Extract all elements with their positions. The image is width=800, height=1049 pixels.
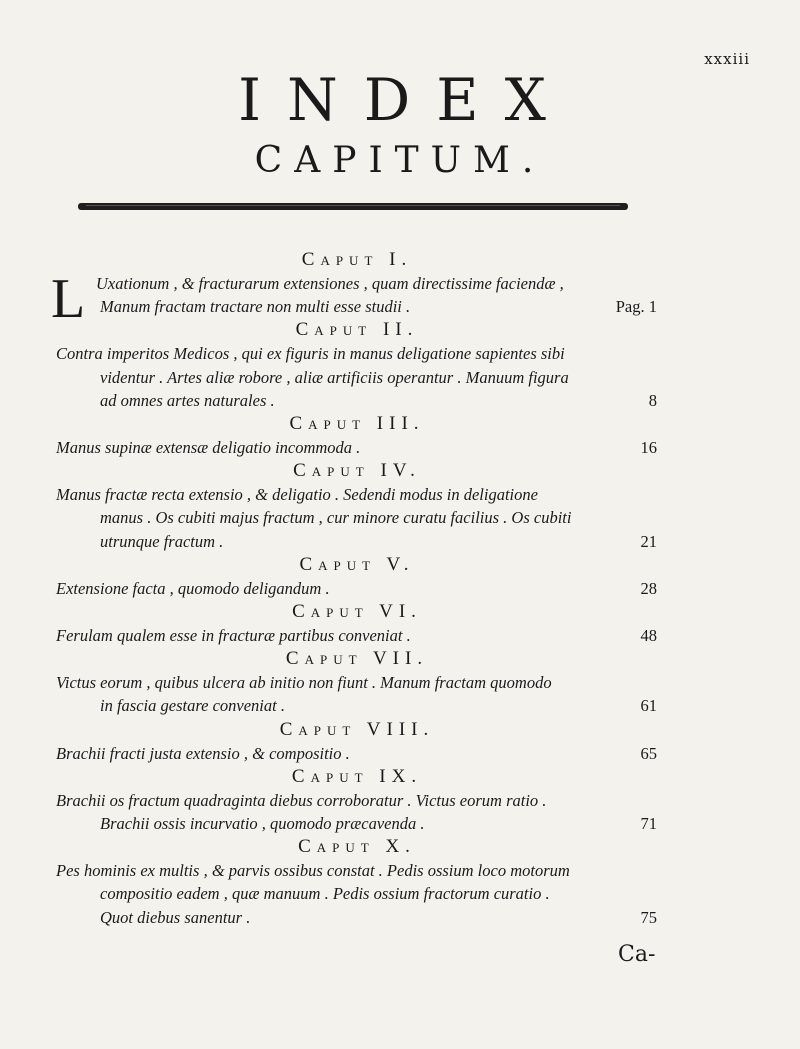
summary-text: Victus eorum , quibus ulcera ab initio non fiunt . Manum fractam quomodo <box>56 673 552 693</box>
summary-text: Manum fractam tractare non multi esse studii . <box>100 297 411 317</box>
chapter-summary <box>57 742 657 765</box>
summary-text: Contra imperitos Medicos , qui ex figuris in manus deligatione sapientes sibi <box>56 344 565 364</box>
chapter-heading: Caput IV. <box>293 460 421 482</box>
page-reference: 71 <box>640 814 657 834</box>
page-reference: 61 <box>640 696 657 716</box>
chapter-heading: Caput II. <box>295 319 419 341</box>
drop-cap: L <box>51 268 86 330</box>
summary-line <box>57 906 657 929</box>
summary-line <box>57 577 657 600</box>
chapter-summary <box>57 624 657 647</box>
summary-line <box>57 342 657 365</box>
summary-text: Quot diebus sanentur . <box>100 907 251 927</box>
page-reference: 48 <box>640 626 657 646</box>
summary-line <box>57 859 657 882</box>
page-title: INDEX <box>238 66 572 134</box>
catchword: Ca- <box>618 942 656 967</box>
summary-line <box>57 483 657 506</box>
summary-line <box>57 366 657 389</box>
summary-line <box>57 671 657 694</box>
summary-text: ad omnes artes naturales . <box>100 390 275 410</box>
summary-text: Ferulam qualem esse in fracturæ partibus conveniat . <box>56 626 411 646</box>
chapter-heading: Caput VIII. <box>279 718 435 740</box>
summary-line <box>57 436 657 459</box>
page-reference: 21 <box>640 531 657 551</box>
page-reference: 75 <box>640 907 657 927</box>
summary-line <box>57 389 657 412</box>
chapter-heading: Caput IX. <box>291 765 423 787</box>
summary-text: Manus fractæ recta extensio , & deligatio . Sedendi modus in deligatione <box>56 485 538 505</box>
summary-line <box>57 506 657 529</box>
summary-line <box>57 742 657 765</box>
chapter-index <box>51 248 657 929</box>
summary-text: Uxationum , & fracturarum extensiones , quam directissime faciendæ , <box>96 274 564 293</box>
chapter-summary <box>57 859 657 929</box>
chapter-heading: Caput V. <box>299 553 415 575</box>
page-reference: 8 <box>648 390 657 410</box>
chapter-heading: Caput I. <box>301 249 413 270</box>
summary-line <box>57 789 657 812</box>
summary-line <box>57 624 657 647</box>
page-subtitle: CAPITUM. <box>254 140 546 181</box>
summary-line <box>57 882 657 905</box>
summary-text: Extensione facta , quomodo deligandum . <box>56 578 330 598</box>
summary-line <box>57 694 657 717</box>
chapter-heading: Caput VI. <box>292 601 422 623</box>
page-reference: 16 <box>640 438 657 458</box>
chapter-summary <box>57 671 657 717</box>
chapter-summary <box>57 342 657 412</box>
summary-text: in fascia gestare conveniat . <box>100 696 285 716</box>
page-reference: 28 <box>640 578 657 598</box>
page-number: xxxiii <box>704 50 750 68</box>
summary-text: Brachii fracti justa extensio , & compositio . <box>56 743 350 763</box>
summary-text: Manus supinæ extensæ deligatio incommoda . <box>56 438 361 458</box>
summary-text: compositio eadem , quæ manuum . Pedis ossium fractorum curatio . <box>100 884 550 904</box>
page-reference: Pag. 1 <box>615 297 657 317</box>
summary-text: manus . Os cubiti majus fractum , cur minore curatu facilius . Os cubiti <box>100 508 572 528</box>
page-reference: 65 <box>640 743 657 763</box>
summary-line <box>97 295 657 318</box>
summary-line <box>57 530 657 553</box>
chapter-summary <box>57 577 657 600</box>
summary-text: Brachii os fractum quadraginta diebus corroboratur . Victus eorum ratio . <box>56 790 547 810</box>
summary-line <box>97 272 657 295</box>
summary-text: Brachii ossis incurvatio , quomodo præcavenda . <box>100 814 425 834</box>
decorative-rule <box>78 203 628 210</box>
summary-text: Pes hominis ex multis , & parvis ossibus constat . Pedis ossium loco motorum <box>56 861 570 881</box>
chapter-summary <box>57 789 657 835</box>
chapter-heading: Caput X. <box>298 836 416 858</box>
summary-line <box>57 812 657 835</box>
summary-text: videntur . Artes aliæ robore , aliæ artificiis operantur . Manuum figura <box>100 367 569 387</box>
chapter-heading: Caput VII. <box>285 648 429 670</box>
chapter-heading: Caput III. <box>289 413 425 435</box>
chapter-summary <box>57 436 657 459</box>
chapter-summary <box>57 483 657 553</box>
summary-text: utrunque fractum . <box>100 531 224 551</box>
